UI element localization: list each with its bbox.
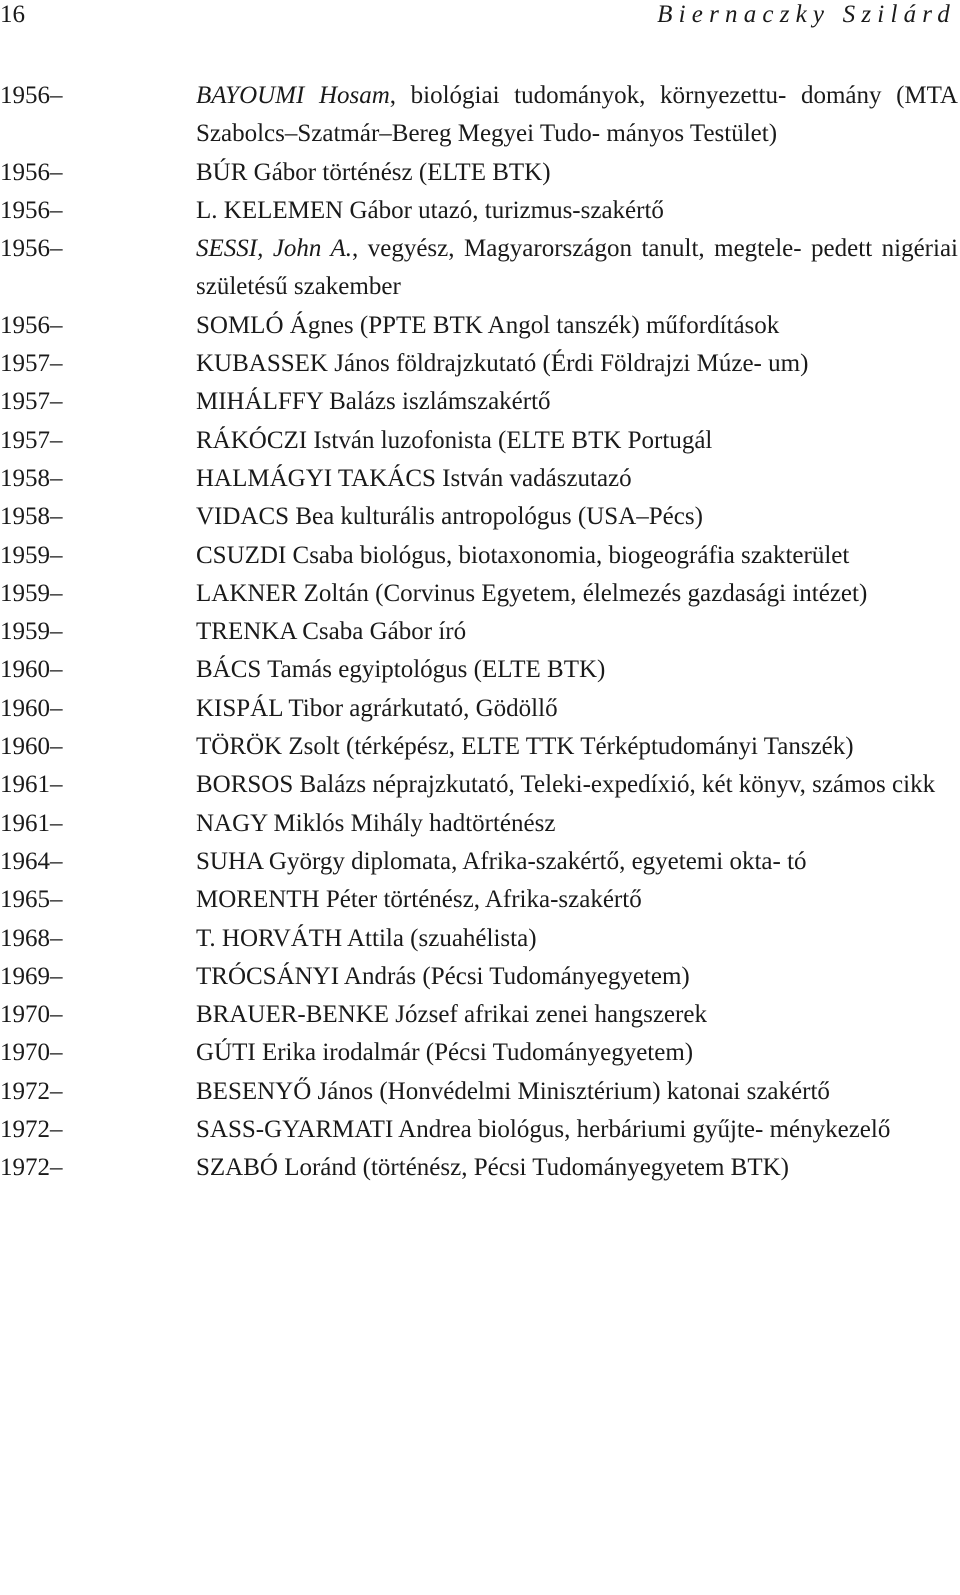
entry-year: 1960– — [0, 733, 63, 761]
entry-description: KUBASSEK János földrajzkutató (Érdi Földrajzi Múze- um) — [196, 350, 809, 378]
entry-year: 1956– — [0, 311, 63, 339]
entry-year: 1961– — [0, 809, 63, 837]
entry-text — [196, 1034, 958, 1072]
entry-year: 1956– — [0, 196, 63, 224]
list-item — [0, 154, 958, 192]
entry-text — [196, 422, 958, 460]
entry-year: 1960– — [0, 656, 63, 684]
list-item — [0, 613, 958, 651]
entry-text — [196, 958, 958, 996]
entry-year: 1965– — [0, 886, 63, 914]
entry-text — [196, 690, 958, 728]
entry-year: 1972– — [0, 1154, 63, 1182]
entry-text — [196, 728, 958, 766]
entry-description: TRÓCSÁNYI András (Pécsi Tudományegyetem) — [196, 962, 690, 990]
entry-text — [196, 1149, 958, 1187]
list-item — [0, 651, 958, 689]
entry-description: BÁCS Tamás egyiptológus (ELTE BTK) — [196, 656, 606, 684]
entry-text — [196, 383, 958, 421]
entry-year: 1970– — [0, 1001, 63, 1029]
entry-text — [196, 766, 958, 804]
list-item — [0, 958, 958, 996]
entry-year: 1969– — [0, 962, 63, 990]
entry-description: VIDACS Bea kulturális antropológus (USA–Pécs) — [196, 503, 703, 531]
list-item — [0, 920, 958, 958]
entry-year: 1960– — [0, 694, 63, 722]
entry-year: 1958– — [0, 503, 63, 531]
entry-text — [196, 77, 958, 154]
entry-text — [196, 498, 958, 536]
entry-description: SUHA György diplomata, Afrika-szakértő, egyetemi okta- tó — [196, 847, 807, 875]
entry-year: 1956– — [0, 82, 63, 109]
list-item — [0, 230, 958, 307]
entry-text — [196, 460, 958, 498]
list-item — [0, 1034, 958, 1072]
entry-year: 1958– — [0, 464, 63, 492]
entry-year: 1957– — [0, 388, 63, 416]
list-item — [0, 805, 958, 843]
list-item — [0, 422, 958, 460]
entry-description: SZABÓ Loránd (történész, Pécsi Tudományegyetem BTK) — [196, 1154, 789, 1182]
list-item — [0, 307, 958, 345]
entry-year: 1956– — [0, 235, 63, 263]
list-item — [0, 537, 958, 575]
entry-year: 1956– — [0, 158, 63, 186]
entry-year: 1972– — [0, 1077, 63, 1105]
list-item — [0, 383, 958, 421]
entry-text — [196, 154, 958, 192]
entry-text — [196, 345, 958, 383]
entry-description: , vegyész, Magyarországon tanult, megtele- pedett nigériai születésű szakember — [196, 235, 958, 301]
entry-description: BÚR Gábor történész (ELTE BTK) — [196, 158, 551, 186]
entry-description: BRAUER-BENKE József afrikai zenei hangszerek — [196, 1001, 707, 1029]
entry-name-italic: SESSI, John A. — [196, 235, 352, 263]
entry-year: 1972– — [0, 1116, 63, 1144]
entry-year: 1959– — [0, 579, 63, 607]
entry-description: MIHÁLFFY Balázs iszlámszakértő — [196, 388, 551, 416]
entry-text — [196, 881, 958, 919]
entry-text — [196, 192, 958, 230]
entry-year: 1970– — [0, 1039, 63, 1067]
entry-text — [196, 575, 958, 613]
list-item — [0, 192, 958, 230]
entry-description: TRENKA Csaba Gábor író — [196, 618, 467, 646]
entry-text — [196, 996, 958, 1034]
list-item — [0, 766, 958, 804]
entry-text — [196, 920, 958, 958]
entry-description: SASS-GYARMATI Andrea biológus, herbáriumi gyűjte- ménykezelő — [196, 1116, 891, 1144]
list-item — [0, 728, 958, 766]
entry-text — [196, 230, 958, 307]
entry-description: LAKNER Zoltán (Corvinus Egyetem, élelmezés gazdasági intézet) — [196, 579, 868, 607]
list-item — [0, 460, 958, 498]
page-number: 16 — [0, 1, 25, 28]
entry-name-italic: BAYOUMI Hosam — [196, 82, 390, 109]
list-item — [0, 881, 958, 919]
list-item — [0, 843, 958, 881]
entry-year: 1964– — [0, 847, 63, 875]
entry-year: 1968– — [0, 924, 63, 952]
running-head: Biernaczky Szilárd — [657, 1, 956, 28]
entry-year: 1957– — [0, 350, 63, 378]
entry-description: GÚTI Erika irodalmár (Pécsi Tudományegyetem) — [196, 1039, 694, 1067]
chronology-list — [0, 77, 958, 1188]
entry-description: T. HORVÁTH Attila (szuahélista) — [196, 924, 537, 952]
entry-text — [196, 307, 958, 345]
entry-year: 1959– — [0, 618, 63, 646]
entry-year: 1957– — [0, 426, 63, 454]
entry-description: BESENYŐ János (Honvédelmi Minisztérium) katonai szakértő — [196, 1077, 830, 1105]
entry-text — [196, 1073, 958, 1111]
entry-description: SOMLÓ Ágnes (PPTE BTK Angol tanszék) műfordítások — [196, 311, 780, 339]
entry-year: 1959– — [0, 541, 63, 569]
list-item — [0, 77, 958, 154]
list-item — [0, 1073, 958, 1111]
list-item — [0, 1149, 958, 1187]
entry-description: CSUZDI Csaba biológus, biotaxonomia, biogeográfia szakterület — [196, 541, 850, 569]
entry-description: KISPÁL Tibor agrárkutató, Gödöllő — [196, 694, 558, 722]
entry-description: HALMÁGYI TAKÁCS István vadászutazó — [196, 464, 632, 492]
entry-description: NAGY Miklós Mihály hadtörténész — [196, 809, 556, 837]
entry-text — [196, 651, 958, 689]
entry-description: TÖRÖK Zsolt (térképész, ELTE TTK Térképtudományi Tanszék) — [196, 733, 854, 761]
entry-description: MORENTH Péter történész, Afrika-szakértő — [196, 886, 642, 914]
entry-text — [196, 805, 958, 843]
list-item — [0, 575, 958, 613]
entry-text — [196, 613, 958, 651]
entry-text — [196, 1111, 958, 1149]
entry-description: RÁKÓCZI István luzofonista (ELTE BTK Portugál — [196, 426, 713, 454]
entry-description: , biológiai tudományok, környezettu- domány (MTA Szabolcs–Szatmár–Bereg Megyei Tudo- mányos Testület) — [196, 82, 958, 148]
list-item — [0, 498, 958, 536]
entry-text — [196, 843, 958, 881]
entry-description: L. KELEMEN Gábor utazó, turizmus-szakértő — [196, 196, 664, 224]
list-item — [0, 345, 958, 383]
entry-text — [196, 537, 958, 575]
list-item — [0, 690, 958, 728]
page-header — [0, 0, 958, 30]
list-item — [0, 1111, 958, 1149]
entry-year: 1961– — [0, 771, 63, 799]
entry-description: BORSOS Balázs néprajzkutató, Teleki-expedíxió, két könyv, számos cikk — [196, 771, 936, 799]
list-item — [0, 996, 958, 1034]
